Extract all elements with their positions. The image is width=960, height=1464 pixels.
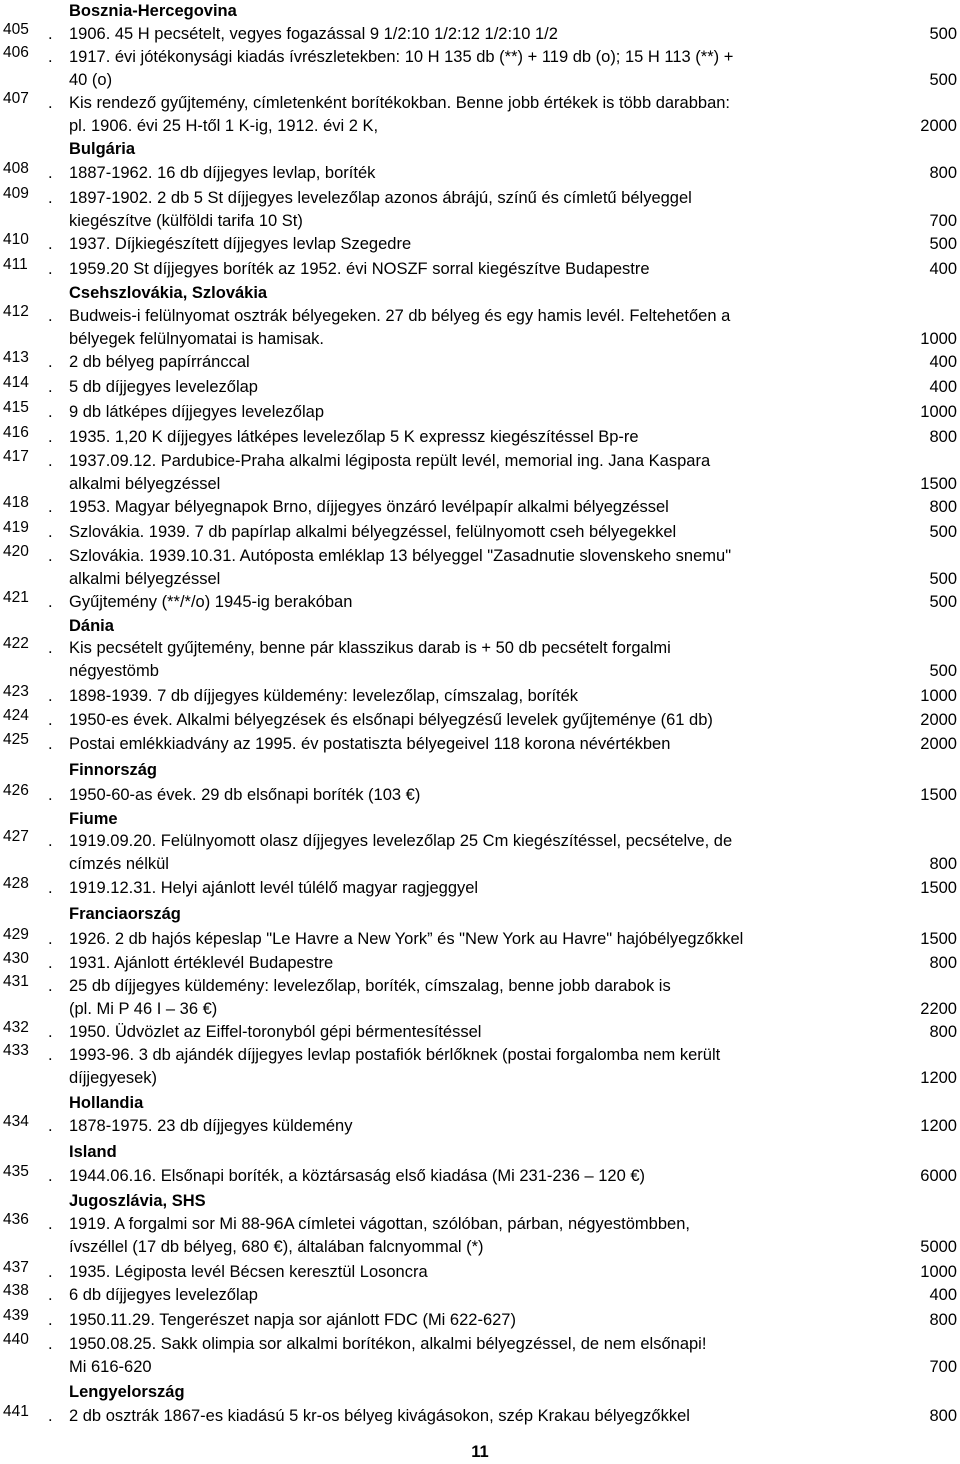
lot-row [0,1261,960,1284]
description-line: 2 db bélyeg papírránccal [69,353,250,371]
lot-row [0,1213,960,1259]
lot-price: 1500 [920,878,957,897]
lot-description [69,637,891,683]
lot-row [0,1165,960,1188]
lot-description [69,258,891,281]
lot-description [69,784,891,807]
lot-number-dot: . [48,48,53,66]
lot-row [0,401,960,424]
lot-description [69,1261,891,1284]
lot-description [69,426,891,449]
lot-description [69,591,891,614]
lot-number-dot: . [48,977,53,995]
lot-row [0,521,960,544]
lot-row [0,23,960,46]
lot-number-dot: . [48,235,53,253]
description-line: ívszéllel (17 db bélyeg, 680 €), általában falcnyommal (*) [69,1238,484,1257]
lot-number-dot: . [48,1167,53,1185]
lot-description [69,46,891,92]
lot-number-dot: . [48,1046,53,1064]
description-line: Budweis-i felülnyomat osztrák bélyegeken. 27 db bélyeg és egy hamis levél. Feltehetően a [69,307,731,325]
lot-price: 800 [929,1406,957,1425]
description-line: 1993-96. 3 db ajándék díjjegyes levlap postafiók bérlőknek (postai forgalomba nem került [69,1046,721,1064]
lot-description [69,928,891,951]
lot-description [69,1115,891,1138]
lot-description [69,975,891,1021]
country-heading: Franciaország [69,905,181,923]
lot-price: 1500 [920,475,957,494]
lot-description [69,496,891,519]
description-line: Kis pecsételt gyűjtemény, benne pár klasszikus darab is + 50 db pecsételt forgalmi [69,639,671,657]
description-line: 1897-1902. 2 db 5 St díjjegyes levelezőlap azonos ábrájú, színű és címletű bélyeggel [69,189,692,207]
lot-description [69,23,891,46]
lot-price: 500 [929,522,957,541]
lot-row [0,975,960,1021]
lot-number: 431 [3,973,29,990]
lot-price: 800 [929,1310,957,1329]
lot-number-dot: . [48,832,53,850]
lot-row [0,928,960,951]
lot-description [69,545,891,591]
description-line: 1887-1962. 16 db díjjegyes levlap, boríték [69,164,376,182]
lot-number: 426 [3,782,29,799]
country-heading: Hollandia [69,1094,144,1112]
lot-number-dot: . [48,879,53,897]
country-heading: Finnország [69,761,158,779]
lot-number: 440 [3,1331,29,1348]
lot-number-dot: . [48,547,53,565]
lot-number: 434 [3,1113,29,1130]
lot-number-dot: . [48,593,53,611]
lot-description [69,305,891,351]
description-line: 1935. 1,20 K díjjegyes látképes levelezőlap 5 K expressz kiegészítéssel Bp-re [69,428,639,446]
lot-number-dot: . [48,25,53,43]
lot-row [0,426,960,449]
lot-number-dot: . [48,94,53,112]
lot-number-dot: . [48,523,53,541]
lot-description [69,521,891,544]
lot-price: 1500 [920,929,957,948]
lot-price: 1200 [920,1069,957,1088]
lot-description [69,733,891,756]
lot-price: 500 [929,662,957,681]
description-line: pl. 1906. évi 25 H-től 1 K-ig, 1912. évi 2 K, [69,117,379,136]
lot-number-dot: . [48,378,53,396]
description-line: 6 db díjjegyes levelezőlap [69,1286,258,1304]
lot-number: 413 [3,349,29,366]
lot-number-dot: . [48,1117,53,1135]
lot-number: 417 [3,448,29,465]
lot-price: 800 [929,1022,957,1041]
lot-row [0,1115,960,1138]
lot-number: 418 [3,494,29,511]
description-line: kiegészítve (külföldi tarifa 10 St) [69,212,303,231]
lot-description [69,709,891,732]
description-line: 1931. Ajánlott értéklevél Budapestre [69,954,334,972]
lot-number: 407 [3,90,29,107]
lot-description [69,1213,891,1259]
lot-number: 436 [3,1211,29,1228]
lot-price: 1000 [920,1262,957,1281]
lot-description [69,952,891,975]
lot-number: 421 [3,589,29,606]
lot-description [69,1405,891,1428]
description-line: 1953. Magyar bélyegnapok Brno, díjjegyes önzáró levélpapír alkalmi bélyegzéssel [69,498,669,516]
lot-number: 405 [3,21,29,38]
lot-description [69,233,891,256]
lot-number-dot: . [48,1311,53,1329]
description-line: (pl. Mi P 46 I – 36 €) [69,1000,218,1019]
lot-number-dot: . [48,1407,53,1425]
lot-row [0,1309,960,1332]
lot-description [69,1309,891,1332]
lot-number: 428 [3,875,29,892]
lot-price: 2000 [920,117,957,136]
page-number: 11 [471,1443,489,1461]
lot-number: 438 [3,1282,29,1299]
lot-row [0,1405,960,1428]
lot-number: 412 [3,303,29,320]
lot-number-dot: . [48,711,53,729]
description-line: 1950.11.29. Tengerészet napja sor ajánlott FDC (Mi 622-627) [69,1311,516,1329]
lot-number-dot: . [48,786,53,804]
lot-price: 500 [929,24,957,43]
lot-row [0,162,960,185]
lot-price: 1000 [920,330,957,349]
lot-number: 437 [3,1259,29,1276]
description-line: 2 db osztrák 1867-es kiadású 5 kr-os bélyeg kivágásokon, szép Krakau bélyegzőkkel [69,1407,690,1425]
lot-number-dot: . [48,1335,53,1353]
lot-number-dot: . [48,639,53,657]
description-line: 9 db látképes díjjegyes levelezőlap [69,403,325,421]
country-heading: Dánia [69,617,114,635]
lot-number-dot: . [48,498,53,516]
lot-price: 700 [929,212,957,231]
lot-description [69,401,891,424]
lot-price: 800 [929,497,957,516]
description-line: alkalmi bélyegzéssel [69,570,221,589]
lot-number: 439 [3,1307,29,1324]
description-line: 1950. Üdvözlet az Eiffel-toronyból gépi bérmentesítéssel [69,1023,482,1041]
lot-number-dot: . [48,189,53,207]
description-line: címzés nélkül [69,855,169,874]
lot-row [0,1021,960,1044]
description-line: Szlovákia. 1939.10.31. Autóposta emléklap 13 bélyeggel "Zasadnutie slovenskeho snemu" [69,547,732,565]
description-line: 1950-es évek. Alkalmi bélyegzések és elsőnapi bélyegzésű levelek gyűjteménye (61 db) [69,711,713,729]
description-line: 5 db díjjegyes levelezőlap [69,378,258,396]
lot-number: 429 [3,926,29,943]
lot-number: 414 [3,374,29,391]
lot-price: 400 [929,377,957,396]
lot-number: 427 [3,828,29,845]
lot-price: 2200 [920,1000,957,1019]
lot-number-dot: . [48,353,53,371]
lot-number-dot: . [48,428,53,446]
lot-description [69,376,891,399]
lot-number-dot: . [48,954,53,972]
lot-price: 500 [929,592,957,611]
lot-row [0,187,960,233]
lot-row [0,351,960,374]
description-line: 1878-1975. 23 db díjjegyes küldemény [69,1117,353,1135]
lot-row [0,496,960,519]
description-line: négyestömb [69,662,159,681]
lot-row [0,784,960,807]
lot-row [0,450,960,496]
lot-number-dot: . [48,260,53,278]
country-heading: Bosznia-Hercegovina [69,2,237,20]
lot-description [69,450,891,496]
lot-description [69,1044,891,1090]
lot-number: 433 [3,1042,29,1059]
lot-number-dot: . [48,1215,53,1233]
country-heading: Lengyelország [69,1383,185,1401]
lot-row [0,545,960,591]
lot-number: 423 [3,683,29,700]
lot-price: 2000 [920,734,957,753]
lot-row [0,258,960,281]
lot-number: 410 [3,231,29,248]
lot-number-dot: . [48,164,53,182]
country-heading: Fiume [69,810,118,828]
description-line: 25 db díjjegyes küldemény: levelezőlap, boríték, címszalag, benne jobb darabok is [69,977,671,995]
description-line: Gyűjtemény (**/*/o) 1945-ig berakóban [69,593,353,611]
lot-row [0,233,960,256]
lot-row [0,637,960,683]
country-heading: Bulgária [69,140,136,158]
lot-number: 424 [3,707,29,724]
lot-row [0,685,960,708]
description-line: 1937.09.12. Pardubice-Praha alkalmi légiposta repült levél, memorial ing. Jana Kaspara [69,452,711,470]
lot-price: 500 [929,234,957,253]
lot-row [0,709,960,732]
lot-row [0,830,960,876]
lot-number-dot: . [48,687,53,705]
lot-price: 1200 [920,1116,957,1135]
lot-number-dot: . [48,1263,53,1281]
lot-description [69,1165,891,1188]
lot-number-dot: . [48,930,53,948]
lot-row [0,591,960,614]
lot-number: 430 [3,950,29,967]
country-heading: Jugoszlávia, SHS [69,1192,206,1210]
description-line: alkalmi bélyegzéssel [69,475,221,494]
lot-price: 500 [929,71,957,90]
lot-number-dot: . [48,1023,53,1041]
lot-row [0,305,960,351]
lot-number: 441 [3,1403,29,1420]
lot-row [0,376,960,399]
lot-row [0,1284,960,1307]
country-heading: Island [69,1143,117,1161]
lot-number-dot: . [48,452,53,470]
description-line: bélyegek felülnyomatai is hamisak. [69,330,324,349]
lot-price: 2000 [920,710,957,729]
description-line: 40 (o) [69,71,113,90]
lot-number-dot: . [48,735,53,753]
lot-price: 800 [929,427,957,446]
lot-description [69,1021,891,1044]
lot-price: 800 [929,855,957,874]
lot-number: 435 [3,1163,29,1180]
lot-number: 432 [3,1019,29,1036]
lot-row [0,92,960,138]
description-line: 1950-60-as évek. 29 db elsőnapi boríték (103 €) [69,786,421,804]
lot-number: 408 [3,160,29,177]
description-line: 1935. Légiposta levél Bécsen keresztül Losoncra [69,1263,428,1281]
lot-number: 409 [3,185,29,202]
lot-row [0,1333,960,1379]
description-line: 1919. A forgalmi sor Mi 88-96A címletei vágottan, szólóban, párban, négyestömbben, [69,1215,690,1233]
lot-description [69,187,891,233]
description-line: Mi 616-620 [69,1358,152,1377]
lot-price: 1000 [920,686,957,705]
lot-price: 400 [929,259,957,278]
description-line: 1950.08.25. Sakk olimpia sor alkalmi borítékon, alkalmi bélyegzéssel, de nem elsőnapi! [69,1335,707,1353]
lot-row [0,733,960,756]
country-heading: Csehszlovákia, Szlovákia [69,284,268,302]
lot-row [0,877,960,900]
lot-price: 500 [929,570,957,589]
description-line: díjjegyesek) [69,1069,158,1088]
lot-number: 422 [3,635,29,652]
lot-description [69,162,891,185]
description-line: 1926. 2 db hajós képeslap "Le Havre a New York” és "New York au Havre" hajóbélyegzőkkel [69,930,744,948]
lot-price: 800 [929,163,957,182]
lot-price: 800 [929,953,957,972]
lot-price: 6000 [920,1166,957,1185]
lot-description [69,92,891,138]
description-line: 1919.12.31. Helyi ajánlott levél túlélő magyar ragjeggyel [69,879,479,897]
lot-row [0,952,960,975]
lot-price: 400 [929,352,957,371]
lot-number: 425 [3,731,29,748]
description-line: Postai emlékkiadvány az 1995. év postatiszta bélyegeivel 118 korona névértékben [69,735,671,753]
lot-price: 700 [929,1358,957,1377]
lot-description [69,877,891,900]
lot-description [69,351,891,374]
description-line: 1917. évi jótékonysági kiadás ívrészletekben: 10 H 135 db (**) + 119 db (o); 15 H 113 (**) + [69,48,734,66]
lot-price: 5000 [920,1238,957,1257]
lot-number: 420 [3,543,29,560]
description-line: Kis rendező gyűjtemény, címletenként borítékokban. Benne jobb értékek is több darabban: [69,94,731,112]
description-line: 1898-1939. 7 db díjjegyes küldemény: levelezőlap, címszalag, boríték [69,687,579,705]
lot-number-dot: . [48,1286,53,1304]
lot-number: 406 [3,44,29,61]
lot-description [69,1333,891,1379]
lot-number-dot: . [48,403,53,421]
description-line: Szlovákia. 1939. 7 db papírlap alkalmi bélyegzéssel, felülnyomott cseh bélyegekkel [69,523,677,541]
lot-price: 1500 [920,785,957,804]
description-line: 1959.20 St díjjegyes boríték az 1952. évi NOSZF sorral kiegészítve Budapestre [69,260,650,278]
lot-description [69,685,891,708]
lot-price: 400 [929,1285,957,1304]
lot-number-dot: . [48,307,53,325]
description-line: 1919.09.20. Felülnyomott olasz díjjegyes levelezőlap 25 Cm kiegészítéssel, pecsételve, de [69,832,733,850]
lot-number: 411 [3,256,28,273]
description-line: 1906. 45 H pecsételt, vegyes fogazással 9 1/2:10 1/2:12 1/2:10 1/2 [69,25,558,43]
lot-description [69,1284,891,1307]
lot-price: 1000 [920,402,957,421]
lot-row [0,1044,960,1090]
lot-description [69,830,891,876]
description-line: 1944.06.16. Elsőnapi boríték, a köztársaság első kiadása (Mi 231-236 – 120 €) [69,1167,646,1185]
lot-number: 415 [3,399,29,416]
lot-number: 419 [3,519,29,536]
lot-number: 416 [3,424,29,441]
lot-row [0,46,960,92]
description-line: 1937. Díjkiegészített díjjegyes levlap Szegedre [69,235,412,253]
